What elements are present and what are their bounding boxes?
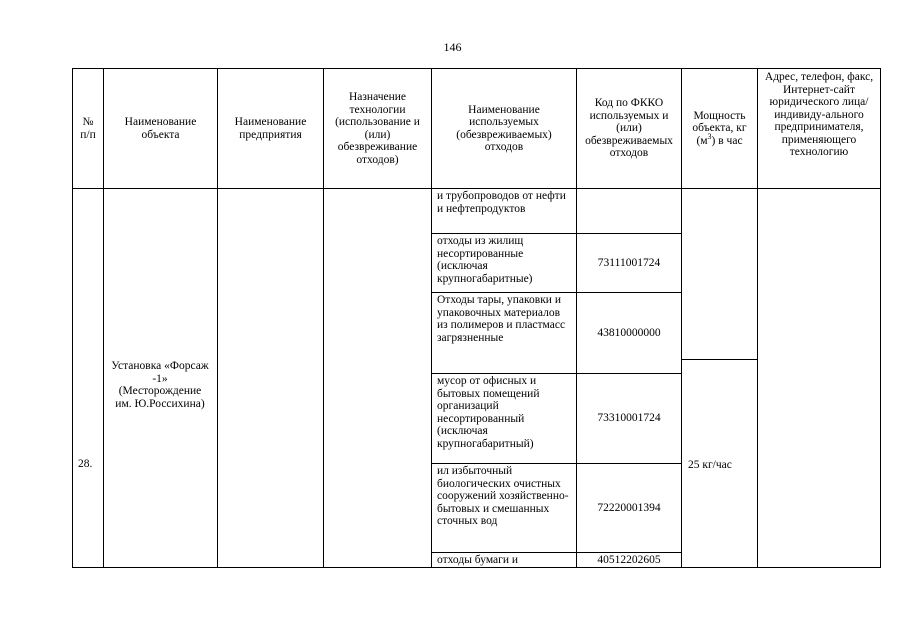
header-enterprise-name-label: Наименование предприятия — [234, 116, 307, 141]
waste-name-5: ил избыточный биологических очистных сооружений хозяйственно-бытовых и смешанных сточных вод — [431, 463, 577, 553]
row-num: 28. — [78, 458, 93, 470]
waste-name-2: отходы из жилищ несортированные (исключая крупногабаритные) — [431, 233, 577, 293]
header-fkko-code — [576, 68, 682, 189]
header-waste-name — [431, 68, 577, 189]
header-purpose-label: Назначение технологии (использование и (или) обезвреживание отходов) — [335, 91, 420, 166]
header-num-label: № п/п — [80, 116, 96, 141]
row-num-cell — [72, 188, 104, 568]
capacity-cell-upper — [681, 188, 758, 360]
header-capacity — [681, 68, 758, 189]
purpose-cell — [323, 188, 432, 568]
address-cell — [757, 188, 881, 568]
capacity-cell — [681, 359, 758, 568]
fkko-code-1 — [576, 188, 682, 234]
header-address-label: Адрес, телефон, факс, Интернет-сайт юридического лица/индивиду-ального предпринимателя, применяющего технологию — [764, 71, 874, 158]
waste-name-6: отходы бумаги и — [431, 552, 577, 568]
header-fkko-code-label: Код по ФККО используемых и (или) обезвреживаемых отходов — [585, 97, 673, 160]
fkko-code-4: 73310001724 — [576, 373, 682, 464]
header-num — [72, 68, 104, 189]
header-enterprise-name — [217, 68, 324, 189]
header-object-name — [103, 68, 218, 189]
header-capacity-label: Мощность объекта, кг $(м^3)$ в час — [692, 109, 747, 147]
fkko-code-3: 43810000000 — [576, 292, 682, 374]
page-number: 146 — [443, 40, 462, 54]
fkko-code-6: 40512202605 — [576, 552, 682, 568]
header-purpose — [323, 68, 432, 189]
enterprise-name-cell — [217, 188, 324, 568]
header-object-name-label: Наименование объекта — [124, 116, 197, 141]
waste-name-1: и трубопроводов от нефти и нефтепродуктов — [431, 188, 577, 234]
fkko-code-5: 72220001394 — [576, 463, 682, 553]
waste-name-3: Отходы тары, упаковки и упаковочных материалов из полимеров и пластмасс загрязненные — [431, 292, 577, 374]
waste-name-4: мусор от офисных и бытовых помещений организаций несортированный (исключая крупногабаритный) — [431, 373, 577, 464]
capacity-value: 25 кг/час — [688, 459, 732, 471]
object-name: Установка «Форсаж -1» (Месторождение им. Ю.Россихина) — [111, 360, 209, 410]
fkko-code-2: 73111001724 — [576, 233, 682, 293]
header-address — [757, 68, 881, 189]
header-waste-name-label: Наименование используемых (обезвреживаемых) отходов — [456, 103, 552, 153]
object-name-cell — [103, 188, 218, 568]
